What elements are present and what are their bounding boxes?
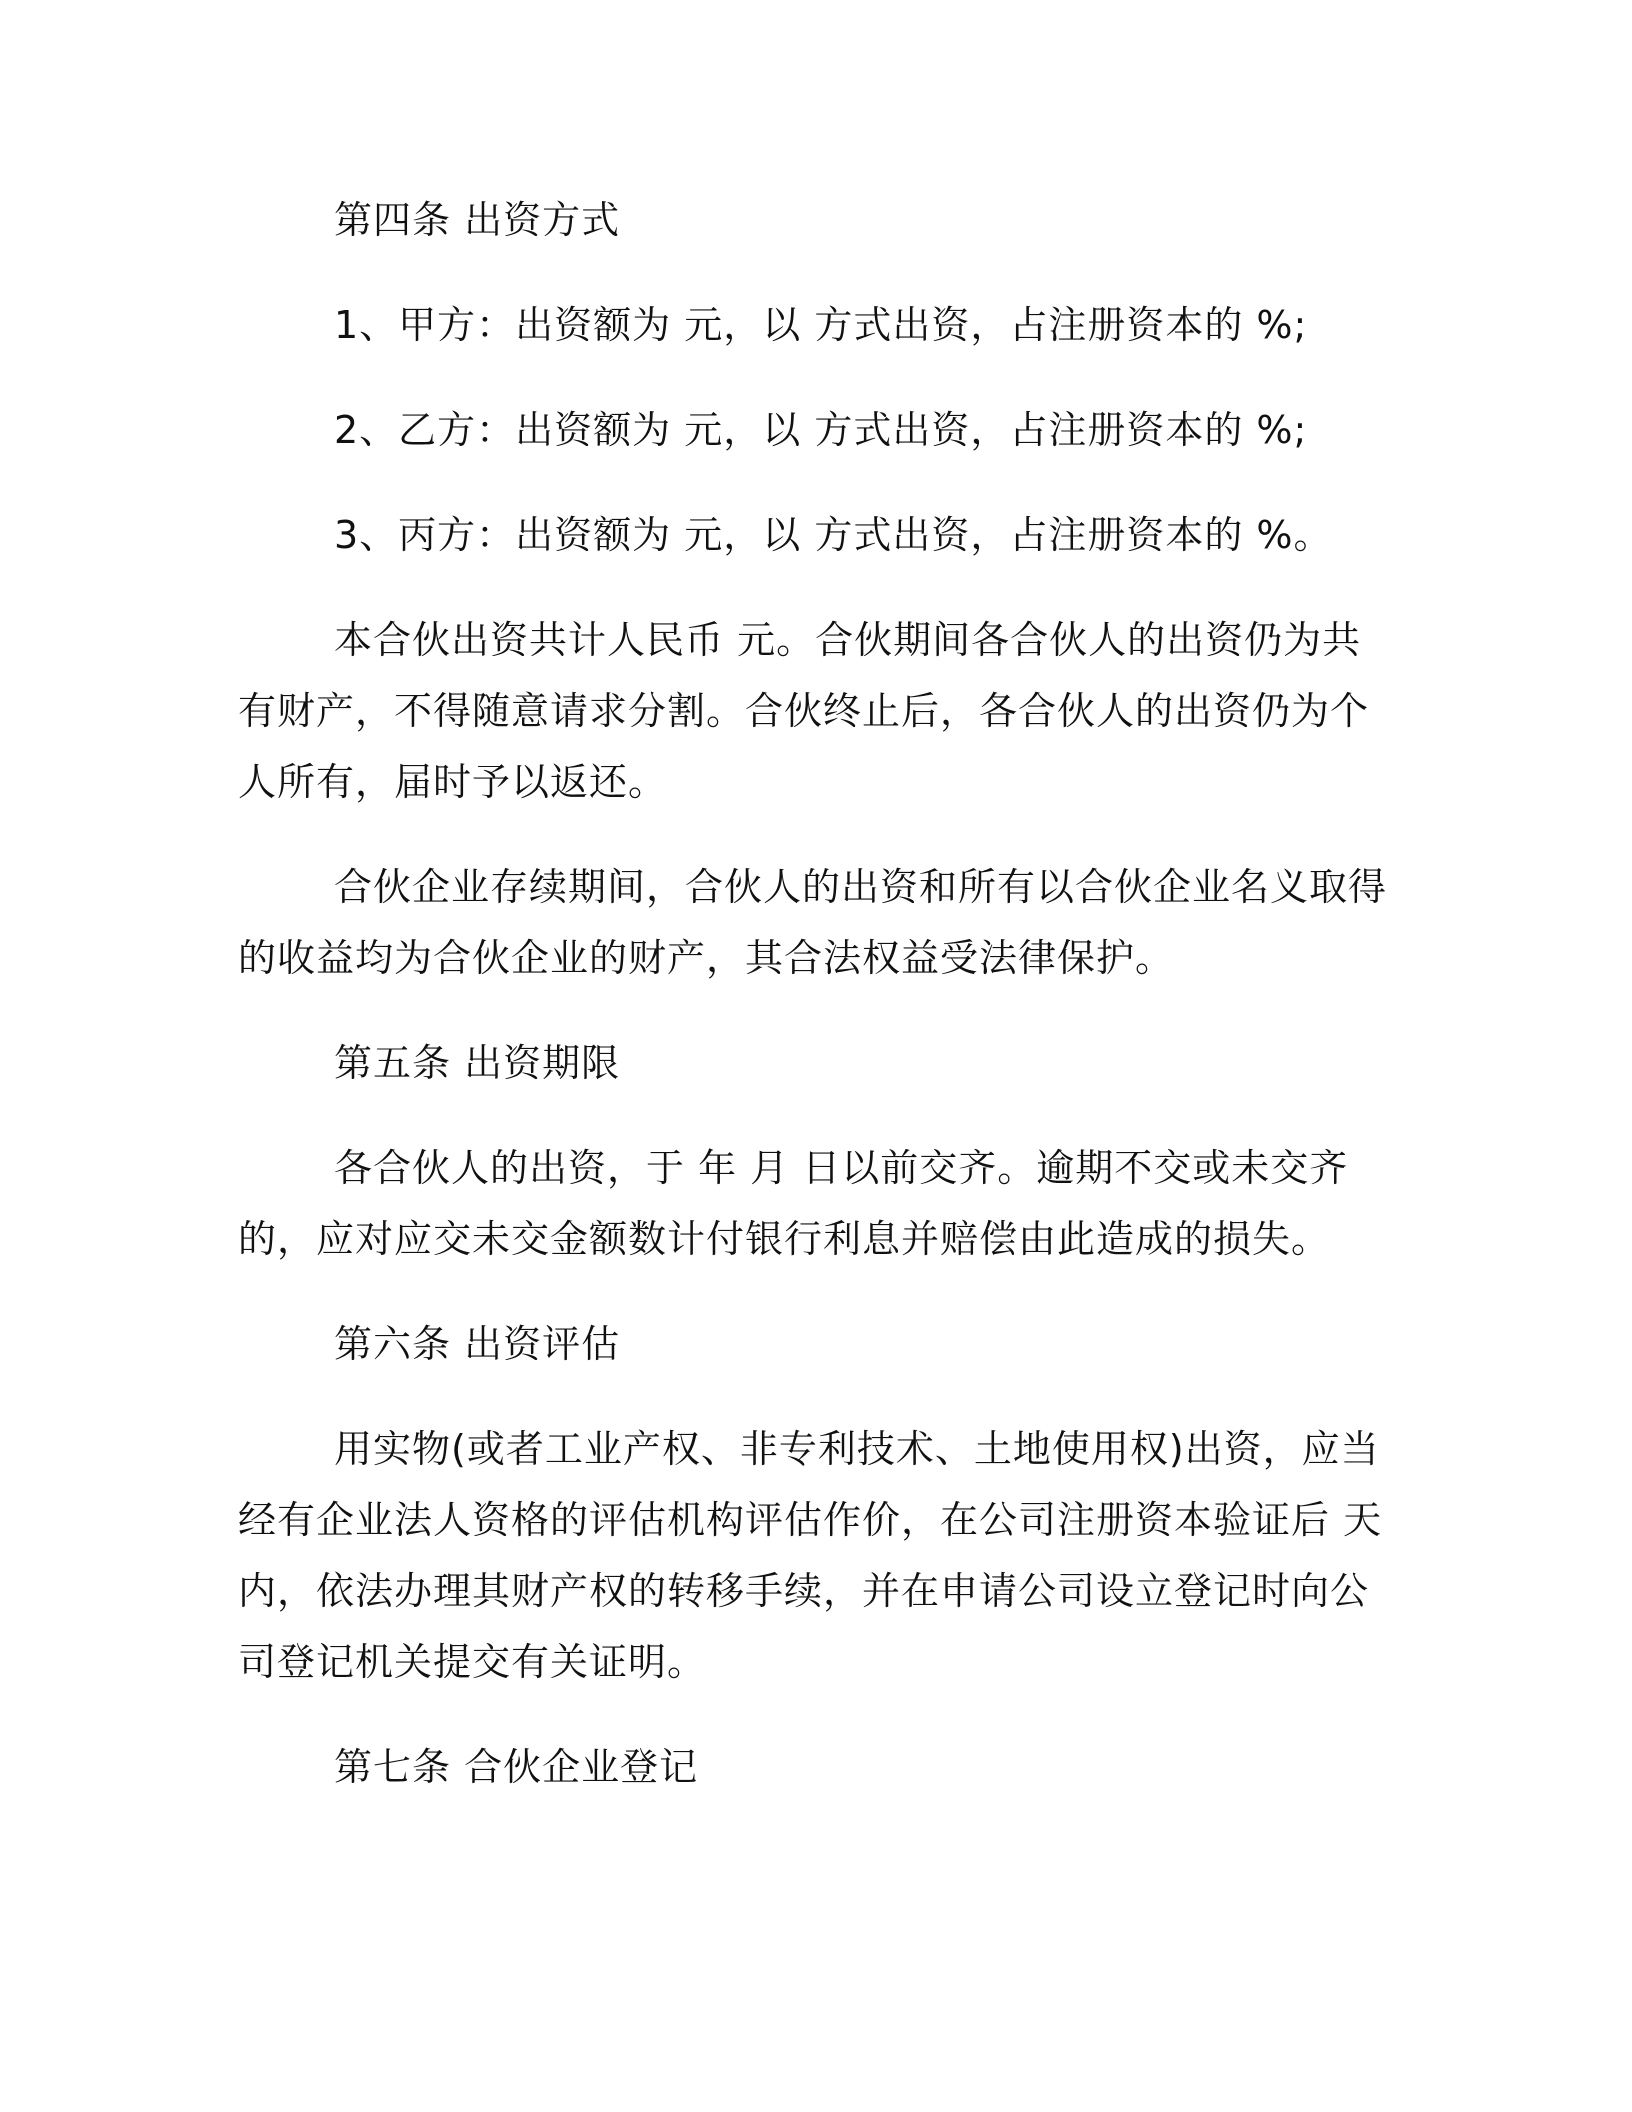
article-4-item-2: 2、乙方：出资额为 元，以 方式出资，占注册资本的 %; (334, 408, 1308, 452)
document-page (238, 185, 1388, 1837)
article-6-paragraph-1: 用实物(或者工业产权、非专利技术、土地使用权)出资，应当经有企业法人资格的评估机构评估作价，在公司注册资本验证后 天内，依法办理其财产权的转移手续，并在申请公司设立登记时向公司登记机关提交有关证明。 (238, 1427, 1383, 1684)
article-4-item-3: 3、丙方：出资额为 元，以 方式出资，占注册资本的 %。 (334, 513, 1333, 557)
article-4-title: 第四条 出资方式 (334, 198, 621, 242)
article-6-title: 第六条 出资评估 (334, 1322, 621, 1366)
article-5-title: 第五条 出资期限 (334, 1041, 621, 1085)
article-4-paragraph-2: 合伙企业存续期间，合伙人的出资和所有以合伙企业名义取得的收益均为合伙企业的财产，其合法权益受法律保护。 (238, 865, 1388, 980)
article-4-paragraph-1: 本合伙出资共计人民币 元。合伙期间各合伙人的出资仍为共有财产，不得随意请求分割。合伙终止后，各合伙人的出资仍为个人所有，届时予以返还。 (238, 618, 1370, 804)
article-7-title: 第七条 合伙企业登记 (334, 1745, 699, 1789)
article-4-item-1: 1、甲方：出资额为 元，以 方式出资，占注册资本的 %; (334, 303, 1308, 347)
article-5-paragraph-1: 各合伙人的出资，于 年 月 日以前交齐。逾期不交或未交齐的，应对应交未交金额数计付银行利息并赔偿由此造成的损失。 (238, 1146, 1349, 1261)
